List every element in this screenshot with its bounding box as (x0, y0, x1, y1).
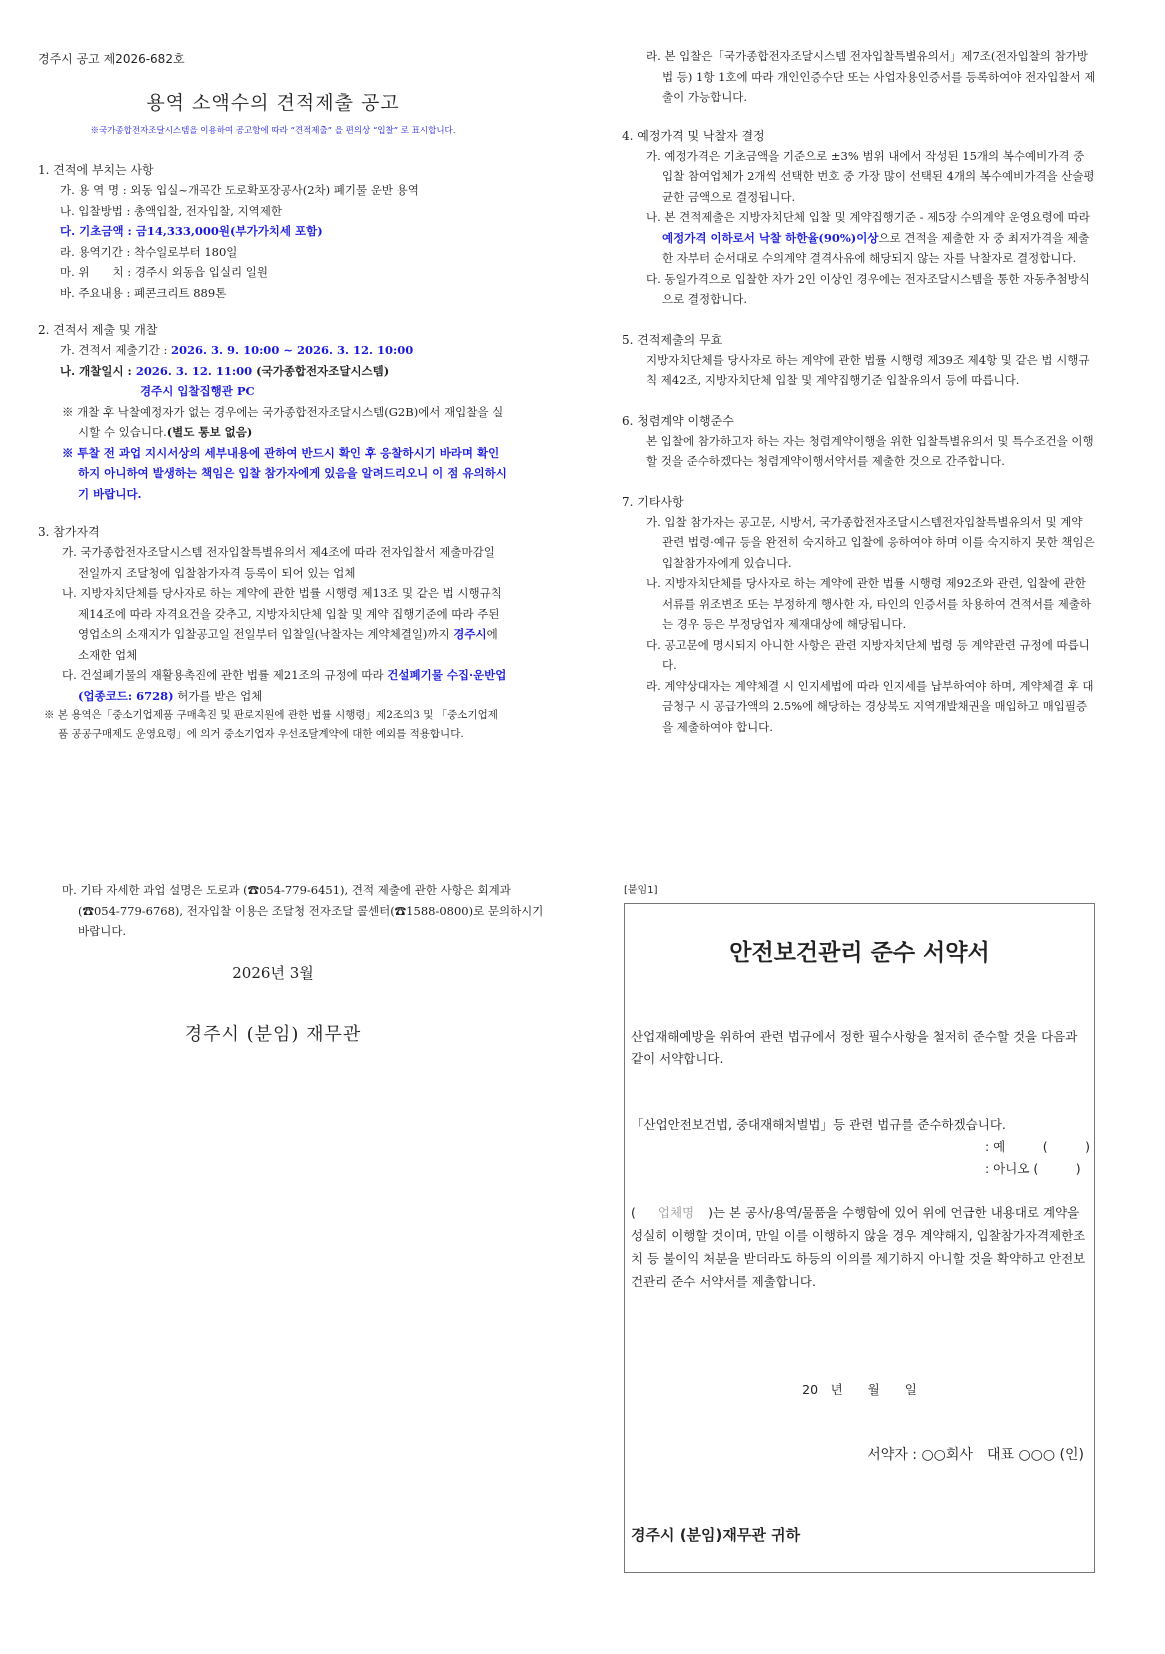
right-column (622, 46, 1096, 737)
s2-submit-label: 가. 견적서 제출기간 : (60, 343, 168, 357)
s3-item-a: 가. 국가종합전자조달시스템 전자입찰특별유의서 제4조에 따라 전자입찰서 제출마감일 전일까지 조달청에 입찰참가자격 등록이 되어 있는 업체 (62, 545, 495, 580)
pledge-signer: 서약자 : ○○회사 대표 ○○○ (인) (867, 1447, 1084, 1463)
s3-b-post: 에 소재한 업체 (78, 627, 498, 662)
s4-b-post: 으로 견적을 제출한 자 중 최저가격을 제출한 자부터 순서대로 수의계약 결격사유에 해당되지 않는 자를 낙찰자로 결정합니다. (662, 230, 1090, 265)
section-3-heading: 3. 참가자격 (38, 525, 100, 539)
section-2 (38, 320, 508, 504)
notice-date: 2026년 3월 (232, 964, 314, 982)
s1-item-amount: 다. 기초금액 : 금14,333,000원(부가가치세 포함) (60, 224, 323, 238)
s3-b-text: 나. 지방자치단체를 당사자로 하는 계약에 관한 법률 시행령 제13조 및 같은 법 시행규칙 제14조에 따라 자격요건을 갖추고, 지방자치단체 입찰 및 계약 집행기준에 따라 주된 영업소의 소재지가 입찰공고일 전일부터 입찰일(낙찰자는 계약체결일)까지 (62, 586, 502, 641)
s2-open-date (38, 361, 508, 382)
s7-item-a: 가. 입찰 참가자는 공고문, 시방서, 국가종합전자조달시스템전자입찰특별유의서 및 계약 관련 법령·예규 등을 완전히 숙지하고 입찰에 응하여야 하며 이를 숙지하지 못한 책임은 입찰참가자에게 있습니다. (646, 514, 1095, 570)
pledge-addressee: 경주시 (분임)재무관 귀하 (631, 1526, 801, 1544)
company-name-field[interactable]: 업체명 (657, 1205, 695, 1220)
s2-open-label: 나. 개찰일시 : (60, 363, 132, 378)
s6-body: 본 입찰에 참가하고자 하는 자는 청렴계약이행을 위한 입찰특별유의서 및 특수조건을 이행할 것을 준수하겠다는 청렴계약이행서약서를 제출한 것으로 간주합니다. (646, 433, 1094, 468)
s1-item-location: 마. 위 치 : 경주시 외동읍 입실리 일원 (60, 265, 268, 279)
page-title: 용역 소액수의 견적제출 공고 (146, 92, 400, 114)
section-6-heading: 6. 청렴계약 이행준수 (622, 413, 734, 428)
s7-item-d: 라. 계약상대자는 계약체결 시 인지세법에 따라 인지세를 납부하여야 하며, 계약체결 후 대금청구 시 공급가액의 2.5%에 해당하는 경상북도 지역개발채권을 매입하고 매입필증을 제출하여야 합니다. (646, 678, 1094, 734)
s1-item-method: 나. 입찰방법 : 총액입찰, 전자입찰, 지역제한 (60, 203, 282, 218)
s2-note-1-bold: (별도 통보 없음) (166, 425, 253, 439)
s2-submit-period (38, 340, 508, 361)
section-4-heading: 4. 예정가격 및 낙찰자 결정 (622, 128, 765, 143)
notice-number: 경주시 공고 제2026-682호 (38, 52, 185, 66)
s2-open-value: 2026. 3. 12. 11:00 (135, 363, 253, 378)
s5-body: 지방자치단체를 당사자로 하는 계약에 관한 법률 시행령 제39조 제4항 및 같은 법 시행규칙 제42조, 지방자치단체 입찰 및 계약집행기준 입찰유의서 등에 따릅니다. (646, 352, 1090, 387)
pledge-form (624, 903, 1095, 1573)
pledge-date[interactable]: 20 년 월 일 (802, 1382, 917, 1397)
s4-item-b (622, 207, 1096, 269)
subtitle-note: ※국가종합전자조달시스템을 이용하여 공고함에 따라 “견적제출” 을 편의상 “입찰” 로 표시합니다. (90, 126, 456, 136)
s2-open-system: (국가종합전자조달시스템) (256, 363, 390, 378)
section-5-heading: 5. 견적제출의 무효 (622, 332, 723, 347)
pledge-statement-text: )는 본 공사/용역/물품을 수행함에 있어 위에 언급한 내용대로 계약을 성실히 이행할 것이며, 만일 이를 이행하지 않을 경우 계약해지, 입찰참가자격제한조치 등 불이익 처분을 받더라도 하등의 이의를 제기하지 아니할 것을 확약하고 안전보건관리 준수 서약서를 제출합니다. (631, 1205, 1086, 1289)
s2-note-1 (38, 402, 508, 443)
s4-b-text: 나. 본 견적제출은 지방자치단체 입찰 및 계약집행기준 - 제5장 수의계약 운영요령에 따라 (646, 210, 1090, 224)
s1-item-name: 가. 용 역 명 : 외동 입실~개곡간 도로확포장공사(2차) 폐기물 운반 용역 (60, 183, 419, 197)
issuer: 경주시 (분임) 재무관 (184, 1024, 362, 1045)
section-3 (38, 522, 508, 744)
section-1 (38, 160, 508, 303)
s3-item-b (38, 583, 508, 665)
pledge-no-option[interactable]: : 아니오 ( ) (985, 1161, 1081, 1176)
s7-item-c: 다. 공고문에 명시되지 아니한 사항은 관련 지방자치단체 법령 등 계약관련 규정에 따릅니다. (646, 637, 1090, 672)
s4-item-c: 다. 동일가격으로 입찰한 자가 2인 이상인 경우에는 전자조달시스템을 통한 자동추첨방식으로 결정합니다. (646, 271, 1090, 306)
pledge-question: 「산업안전보건법, 중대재해처벌법」등 관련 법규를 준수하겠습니다. (631, 1117, 1006, 1132)
pledge-yes-option[interactable]: : 예 ( ) (985, 1139, 1091, 1154)
s2-open-place: 경주시 입찰집행관 PC (140, 384, 255, 398)
s2-submit-value: 2026. 3. 9. 10:00 ~ 2026. 3. 12. 10:00 (171, 343, 414, 357)
s2-note-1-text: ※ 개찰 후 낙찰예정자가 없는 경우에는 국가종합전자조달시스템(G2B)에서 재입찰을 실시할 수 있습니다. (62, 404, 504, 439)
s1-item-period: 라. 용역기간 : 착수일로부터 180일 (60, 244, 238, 259)
pledge-statement (631, 1201, 1087, 1293)
s3-item-c (38, 665, 508, 706)
s7-item-b: 나. 지방자치단체를 당사자로 하는 계약에 관한 법률 시행령 제92조와 관련, 입찰에 관한 서류를 위조변조 또는 부정하게 행사한 자, 타인의 인증서를 차용하여 견적서를 제출하는 경우 등은 부정당업자 제재대상에 해당됩니다. (646, 576, 1092, 631)
s4-item-a: 가. 예정가격은 기초금액을 기준으로 ±3% 범위 내에서 작성된 15개의 복수예비가격 중 입찰 참여업체가 2개씩 선택한 번호 중 가장 많이 선택된 4개의 복수예비가격을 산술평균한 금액으로 결정됩니다. (646, 148, 1095, 204)
attachment-tag: [붙임1] (624, 885, 658, 896)
s3-c-text: 다. 건설폐기물의 재활용촉진에 관한 법률 제21조의 규정에 따라 (62, 668, 384, 682)
s2-note-2: ※ 투찰 전 과업 지시서상의 세부내용에 관하여 반드시 확인 후 응찰하시기 바라며 확인하지 아니하여 발생하는 책임은 입찰 참가자에게 있음을 알려드리오니 이 점 유의하시기 바랍니다. (62, 445, 507, 501)
s3-c-post: 허가를 받은 업체 (177, 688, 263, 703)
s2-item-ra: 라. 본 입찰은「국가종합전자조달시스템 전자입찰특별유의서」제7조(전자입찰의 참가방법 등) 1항 1호에 따라 개인인증수단 또는 사업자용인증서를 등록하여야 전자입찰서 제출이 가능합니다. (646, 49, 1096, 104)
s1-item-content: 바. 주요내용 : 폐콘크리트 889톤 (60, 285, 227, 300)
company-open-paren: ( (631, 1205, 636, 1220)
section-7-heading: 7. 기타사항 (622, 494, 684, 509)
s3-b-city: 경주시 (453, 627, 487, 641)
s4-b-rate: 예정가격 이하로서 낙찰 하한율(90%)이상 (662, 230, 879, 245)
bottom-item-ma: 마. 기타 자세한 과업 설명은 도로과 (☎054-779-6451), 견적 제출에 관한 사항은 회계과 (☎054-779-6768), 전자입찰 이용은 조달청 전자조달 콜센터(☎1588-0800)로 문의하시기 바랍니다. (62, 883, 544, 938)
section-2-heading: 2. 견적서 제출 및 개찰 (38, 323, 158, 337)
pledge-title: 안전보건관리 준수 서약서 (729, 940, 990, 966)
s3-note: ※ 본 용역은「중소기업제품 구매촉진 및 판로지원에 관한 법률 시행령」제2조의3 및 「중소기업제품 공공구매제도 운영요령」에 의거 중소기업자 우선조달계약에 대한 예외를 적용합니다. (44, 709, 498, 740)
s3-c-license: 건설폐기물 수집·운반업(업종코드: 6728) (78, 668, 507, 703)
section-1-heading: 1. 견적에 부치는 사항 (38, 163, 154, 177)
pledge-intro: 산업재해예방을 위하여 관련 법규에서 정한 필수사항을 철저히 준수할 것을 다음과 같이 서약합니다. (631, 1029, 1078, 1066)
